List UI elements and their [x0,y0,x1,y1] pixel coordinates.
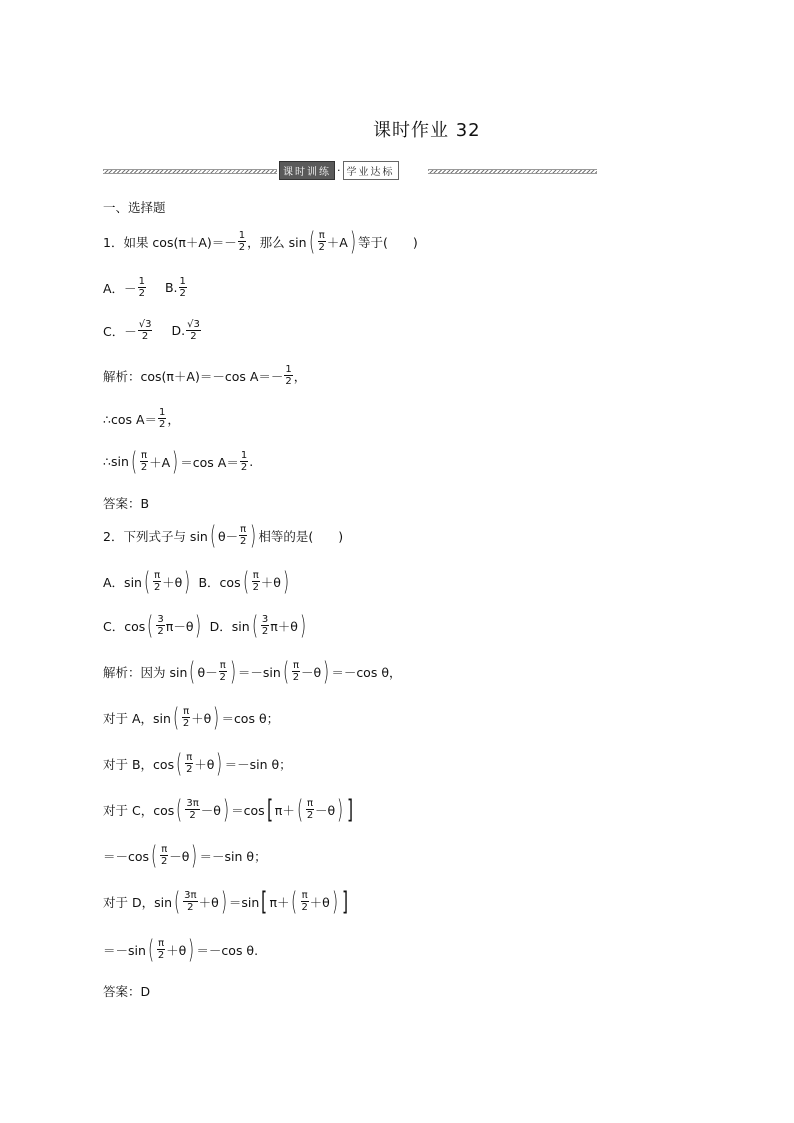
banner-hatch-right [428,169,597,174]
q2-options-ab: A．sin ( $\frac{\pi}{2}$ ＋θ ) B．cos ( $\frac{\pi}{2}$ ＋θ ) [103,566,290,597]
q1-stem: 1．如果 cos(π＋A)＝－ $\frac{1}{2}$ ，那么 sin ( $\frac{\pi}{2}$ ＋A ) 等于( ) [103,226,418,257]
q1-solution-line2: ∴cos A＝ $\frac{1}{2}$ ， [103,407,180,430]
banner-right-label: 学业达标 [343,161,399,180]
banner-hatch-left [103,169,277,174]
banner-badge [279,162,399,178]
q1-answer: 答案：B [103,496,150,511]
section-heading: 一、选择题 [103,200,166,215]
banner-dot: · [337,163,341,177]
q2-answer: 答案：D [103,984,151,999]
q1-solution-line3: ∴sin ( $\frac{\pi}{2}$ ＋A ) ＝cos A＝ $\frac{1}{2}$ . [103,446,254,477]
q1-options-cd: C．－ $\frac{√3}{2}$ D. $\frac{√3}{2}$ [103,319,200,342]
q1-solution-line1: 解析：cos(π＋A)＝－cos A＝－ $\frac{1}{2}$ ， [103,364,307,387]
q2-stem: 2．下列式子与 sin ( θ－ $\frac{\pi}{2}$ ) 相等的是( ) [103,520,344,551]
q2-solution-d2: ＝－sin ( $\frac{\pi}{2}$ ＋θ ) ＝－cos θ. [103,934,259,965]
q2-solution-c: 对于 C，cos ( $\frac{3\pi}{2}$ －θ ) ＝cos [ π＋ ( $\frac{\pi}{2}$ －θ ) ] [103,794,354,825]
q2-options-cd: C．cos ( $\frac{3}{2}$ π－θ ) D．sin ( $\frac{3}{2}$ π＋θ ) [103,610,307,641]
page-title: 课时作业 32 [373,120,481,141]
q2-solution-a: 对于 A，sin ( $\frac{\pi}{2}$ ＋θ ) ＝cos θ； [103,702,280,733]
section-banner [103,161,597,179]
q2-solution-d: 对于 D，sin ( $\frac{3\pi}{2}$ ＋θ ) ＝sin [ π＋ ( $\frac{\pi}{2}$ ＋θ ) ] [103,886,349,917]
q2-solution-line1: 解析：因为 sin ( θ－ $\frac{\pi}{2}$ ) ＝－sin ( $\frac{\pi}{2}$ －θ ) ＝－cos θ， [103,656,402,687]
q2-solution-c2: ＝－cos ( $\frac{\pi}{2}$ －θ ) ＝－sin θ； [103,840,267,871]
banner-left-label: 课时训练 [279,161,335,180]
q2-solution-b: 对于 B，cos ( $\frac{\pi}{2}$ ＋θ ) ＝－sin θ； [103,748,292,779]
q1-options-ab: A．－ $\frac{1}{2}$ B. $\frac{1}{2}$ [103,276,186,299]
